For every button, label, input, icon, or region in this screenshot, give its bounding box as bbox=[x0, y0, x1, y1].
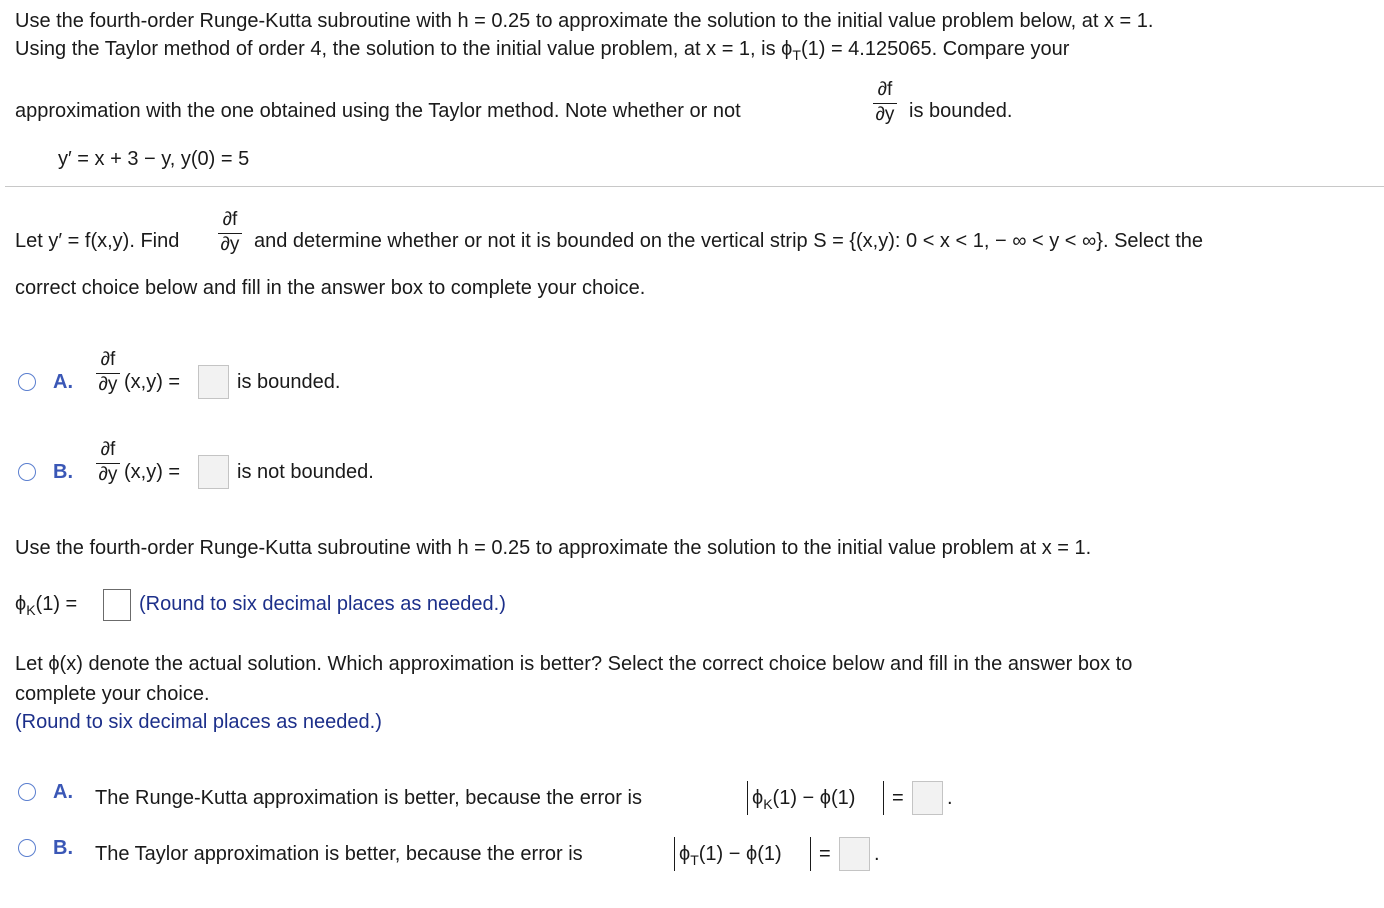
part1-instruction: correct choice below and fill in the answer box to complete your choice. bbox=[15, 277, 646, 299]
problem-line-2-tail: (1) = 4.125065. Compare your bbox=[800, 38, 1070, 60]
abs-bar-left bbox=[674, 837, 675, 871]
period: . bbox=[947, 787, 953, 809]
rk-label bbox=[15, 593, 77, 618]
equals-sign: = bbox=[892, 787, 904, 809]
problem-line-2 bbox=[15, 38, 1069, 63]
phi-symbol: ϕ bbox=[15, 593, 27, 615]
fraction-numerator: ∂f bbox=[222, 209, 238, 230]
part3-option-a-answer-box[interactable] bbox=[912, 781, 943, 815]
option-b-fraction bbox=[94, 440, 122, 487]
taylor-subscript: T bbox=[690, 852, 699, 868]
part2-hint: (Round to six decimal places as needed.) bbox=[139, 593, 506, 615]
taylor-subscript: T bbox=[792, 47, 801, 63]
ivp-equation: y′ = x + 3 − y, y(0) = 5 bbox=[58, 148, 250, 170]
fraction-denominator: ∂y bbox=[220, 234, 240, 255]
part3-option-a-radio[interactable] bbox=[18, 783, 36, 801]
rk-label-tail: (1) = bbox=[35, 593, 78, 615]
part3-option-a-expr bbox=[752, 787, 855, 812]
problem-line-3: approximation with the one obtained using the Taylor method. Note whether or not bbox=[15, 100, 741, 122]
part3-option-b-answer-box[interactable] bbox=[839, 837, 870, 871]
problem-line-1: Use the fourth-order Runge-Kutta subroutine with h = 0.25 to approximate the solution to the initial value problem below, at x = 1. bbox=[15, 10, 1154, 32]
problem-line-2-text: Using the Taylor method of order 4, the solution to the initial value problem, at x = 1, is ϕ bbox=[15, 38, 793, 60]
option-a-answer-box[interactable] bbox=[198, 365, 229, 399]
part1-option-a-letter: A. bbox=[53, 371, 73, 393]
partial-derivative-fraction bbox=[871, 80, 899, 127]
fraction-numerator: ∂f bbox=[877, 79, 893, 100]
part3-prompt-2: complete your choice. bbox=[15, 683, 210, 705]
abs-bar-right bbox=[883, 781, 884, 815]
part1-option-b-radio[interactable] bbox=[18, 463, 36, 481]
problem-line-3-tail: is bounded. bbox=[909, 100, 1013, 122]
part3-option-b-letter: B. bbox=[53, 837, 73, 859]
fraction-denominator: ∂y bbox=[875, 104, 895, 125]
part1-option-b-letter: B. bbox=[53, 461, 73, 483]
fraction-numerator: ∂f bbox=[100, 349, 116, 370]
error-expr: (1) − ϕ(1) bbox=[698, 843, 782, 865]
fraction-numerator: ∂f bbox=[100, 439, 116, 460]
error-expr: (1) − ϕ(1) bbox=[772, 787, 856, 809]
part3-option-b-expr bbox=[679, 843, 782, 868]
part1-option-a-radio[interactable] bbox=[18, 373, 36, 391]
phi-symbol: ϕ bbox=[679, 843, 691, 865]
abs-bar-left bbox=[747, 781, 748, 815]
rk-subscript: K bbox=[26, 602, 36, 618]
option-b-tail: is not bounded. bbox=[237, 461, 374, 483]
section-divider bbox=[5, 186, 1384, 187]
equals-sign: = bbox=[819, 843, 831, 865]
part3-option-a-letter: A. bbox=[53, 781, 73, 803]
part2-prompt: Use the fourth-order Runge-Kutta subroutine with h = 0.25 to approximate the solution to the initial value problem at x = 1. bbox=[15, 537, 1092, 559]
rk-answer-input[interactable] bbox=[103, 589, 131, 621]
part1-prompt: Let y′ = f(x,y). Find bbox=[15, 230, 180, 252]
fraction-denominator: ∂y bbox=[98, 374, 118, 395]
part3-hint: (Round to six decimal places as needed.) bbox=[15, 711, 382, 733]
part1-fraction bbox=[216, 210, 244, 257]
part3-option-a-text: The Runge-Kutta approximation is better, because the error is bbox=[95, 787, 642, 809]
option-a-fraction bbox=[94, 350, 122, 397]
period: . bbox=[874, 843, 880, 865]
part1-prompt-tail: and determine whether or not it is bounded on the vertical strip S = {(x,y): 0 < x < 1, − ∞ < y < ∞}. Select the bbox=[254, 230, 1204, 252]
part3-option-b-text: The Taylor approximation is better, because the error is bbox=[95, 843, 583, 865]
fraction-denominator: ∂y bbox=[98, 464, 118, 485]
option-b-answer-box[interactable] bbox=[198, 455, 229, 489]
rk-subscript: K bbox=[763, 796, 773, 812]
option-b-expr: (x,y) = bbox=[124, 461, 181, 483]
part3-prompt-1: Let ϕ(x) denote the actual solution. Which approximation is better? Select the correct choice below and fill in the answer box to bbox=[15, 653, 1133, 675]
part3-option-b-radio[interactable] bbox=[18, 839, 36, 857]
option-a-expr: (x,y) = bbox=[124, 371, 181, 393]
phi-symbol: ϕ bbox=[752, 787, 764, 809]
abs-bar-right bbox=[810, 837, 811, 871]
option-a-tail: is bounded. bbox=[237, 371, 341, 393]
